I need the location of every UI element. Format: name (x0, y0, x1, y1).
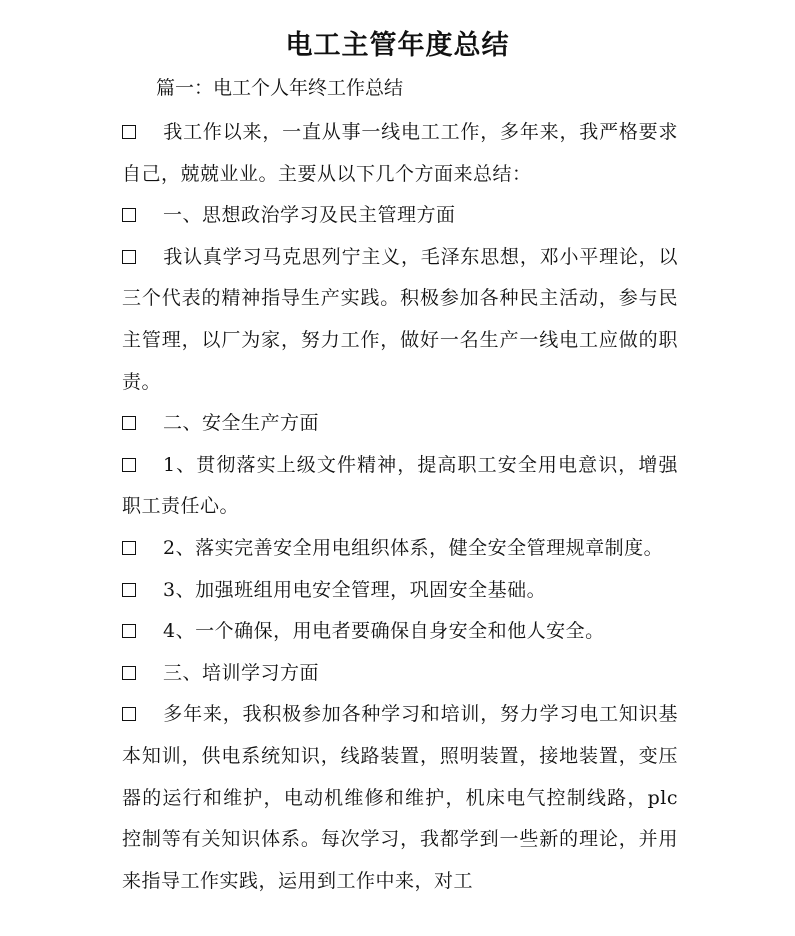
paragraph (122, 112, 678, 195)
checkbox-icon (122, 666, 136, 680)
paragraph (122, 694, 678, 902)
section-heading (122, 195, 678, 237)
checkbox-icon (122, 250, 136, 264)
list-item (122, 445, 678, 528)
paragraph-text: 三、培训学习方面 (163, 661, 320, 684)
checkbox-icon (122, 458, 136, 472)
list-item (122, 570, 678, 612)
document-subtitle: 篇一：电工个人年终工作总结 (156, 77, 404, 99)
checkbox-icon (122, 707, 136, 721)
paragraph-text: 4、一个确保，用电者要确保自身安全和他人安全。 (163, 620, 605, 643)
section-heading (122, 403, 678, 445)
checkbox-icon (122, 125, 136, 139)
document-title: 电工主管年度总结 (285, 30, 510, 61)
paragraph-text: 一、思想政治学习及民主管理方面 (163, 204, 456, 227)
paragraph-text: 我认真学习马克思列宁主义，毛泽东思想，邓小平理论，以三个代表的精神指导生产实践。积极参加各种民主活动，参与民主管理，以厂为家，努力工作，做好一名生产一线电工应做的职责。 (122, 245, 678, 393)
checkbox-icon (122, 416, 136, 430)
checkbox-icon (122, 208, 136, 222)
section-heading (122, 653, 678, 695)
paragraph-text: 3、加强班组用电安全管理，巩固安全基础。 (163, 578, 547, 601)
checkbox-icon (122, 583, 136, 597)
checkbox-icon (122, 541, 136, 555)
paragraph (122, 237, 678, 403)
paragraph-text: 2、落实完善安全用电组织体系，健全安全管理规章制度。 (163, 536, 664, 559)
paragraph-text: 我工作以来，一直从事一线电工工作，多年来，我严格要求自己，兢兢业业。主要从以下几个方面来总结： (122, 121, 678, 185)
checkbox-icon (122, 624, 136, 638)
document-body (122, 112, 678, 902)
list-item (122, 611, 678, 653)
paragraph-text: 1、贯彻落实上级文件精神，提高职工安全用电意识，增强职工责任心。 (122, 453, 678, 518)
list-item (122, 528, 678, 570)
paragraph-text: 多年来，我积极参加各种学习和培训，努力学习电工知识基本知训，供电系统知识，线路装置，照明装置，接地装置，变压器的运行和维护，电动机维修和维护，机床电气控制线路，plc 控制等有关知识体系。每次学习，我都学到一些新的理论，并用来指导工作实践，运用到工作中来，对工 (122, 703, 678, 892)
paragraph-text: 二、安全生产方面 (163, 412, 320, 435)
